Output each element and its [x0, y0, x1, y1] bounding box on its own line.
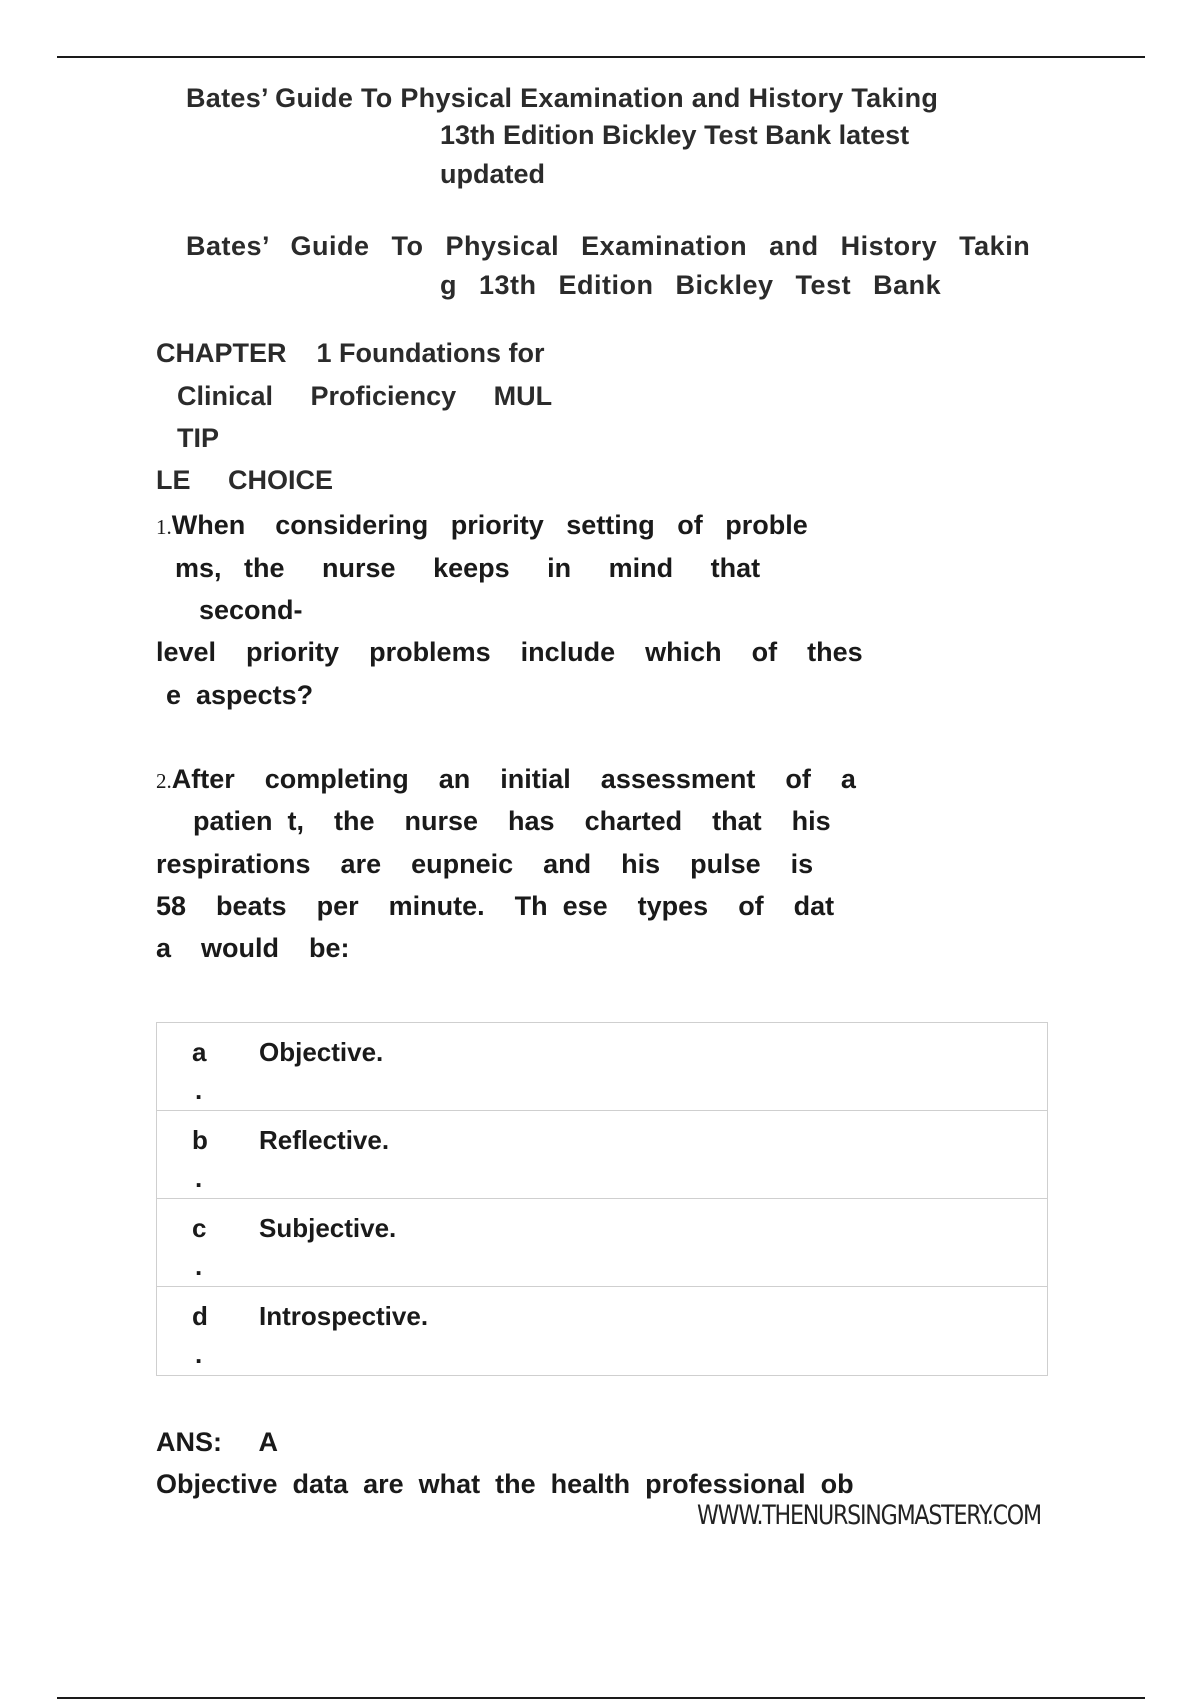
answer-options-table — [156, 1022, 1048, 1376]
option-dot: . — [195, 1163, 203, 1193]
question-2-line2: patien t, the nurse has charted that his — [193, 806, 831, 836]
question-1-number: 1. — [156, 515, 172, 539]
question-1-line1: 1.When considering priority setting of proble — [156, 510, 808, 540]
question-2-number: 2. — [156, 769, 172, 793]
question-2-line4: 58 beats per minute. Th ese types of dat — [156, 891, 835, 921]
option-dot: . — [195, 1251, 203, 1281]
question-2-line3: respirations are eupneic and his pulse is — [156, 849, 814, 879]
chapter-heading-line4: LE CHOICE — [156, 465, 334, 495]
question-1-line5: e aspects? — [166, 680, 314, 710]
repeat-title-line2: g 13th Edition Bickley Test Bank — [440, 270, 942, 300]
option-letter: c — [192, 1213, 207, 1243]
document-title-line1: Bates’ Guide To Physical Examination and History Taking — [186, 83, 939, 113]
watermark: WWW.THENURSINGMASTERY.COM — [697, 1500, 1041, 1531]
top-rule — [57, 56, 1145, 58]
answer-label: ANS: A — [156, 1427, 279, 1457]
option-dot: . — [195, 1075, 203, 1105]
option-letter: a — [192, 1037, 207, 1067]
question-1-line3: second- — [199, 595, 303, 625]
option-row-a[interactable] — [157, 1023, 1047, 1111]
question-2-line1: 2.After completing an initial assessment of a — [156, 764, 856, 794]
option-row-b[interactable] — [157, 1111, 1047, 1199]
option-text: Introspective. — [259, 1301, 429, 1331]
option-text: Objective. — [259, 1037, 384, 1067]
option-letter: d — [192, 1301, 208, 1331]
answer-explanation: Objective data are what the health professional ob — [156, 1469, 854, 1499]
option-text: Subjective. — [259, 1213, 397, 1243]
question-1-line2: ms, the nurse keeps in mind that — [175, 553, 761, 583]
chapter-heading-line3: TIP — [177, 423, 220, 453]
option-dot: . — [195, 1339, 203, 1369]
option-row-c[interactable] — [157, 1199, 1047, 1287]
repeat-title-line1: Bates’ Guide To Physical Examination and History Takin — [186, 231, 1031, 261]
option-letter: b — [192, 1125, 208, 1155]
option-row-d[interactable] — [157, 1287, 1047, 1375]
option-text: Reflective. — [259, 1125, 390, 1155]
document-title-line2: 13th Edition Bickley Test Bank latest — [440, 120, 910, 150]
chapter-heading-line1: CHAPTER 1 Foundations for — [156, 338, 545, 368]
question-2-line5: a would be: — [156, 933, 350, 963]
chapter-heading-line2: Clinical Proficiency MUL — [177, 381, 553, 411]
document-title-line3: updated — [440, 159, 545, 189]
bottom-rule — [57, 1697, 1145, 1699]
question-1-line4: level priority problems include which of thes — [156, 637, 863, 667]
